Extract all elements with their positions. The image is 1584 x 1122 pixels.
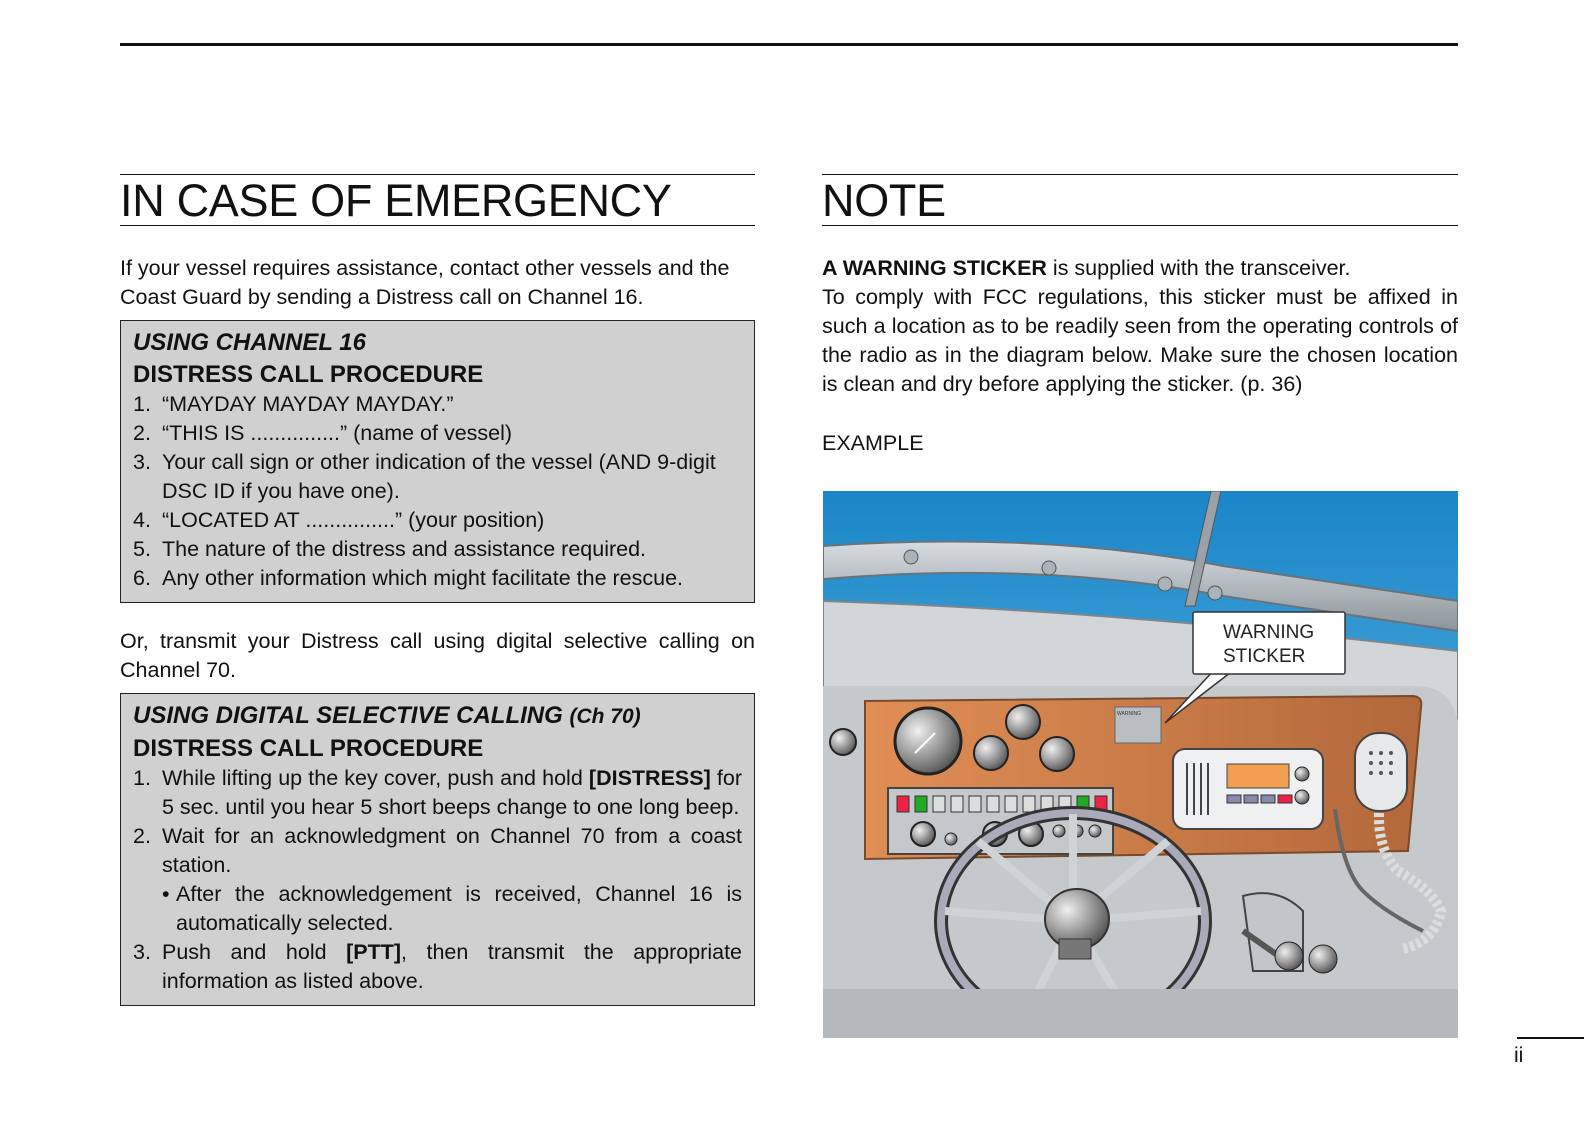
channel16-box-title: DISTRESS CALL PROCEDURE — [133, 361, 484, 388]
top-rule — [120, 43, 1458, 46]
note-body: To comply with FCC regulations, this sticker must be affixed in such a location as to be readily seen from the operating controls of the radio as in the diagram below. Make sure the chosen location is clean and dry before applying the sticker. (p. 36) — [822, 285, 1458, 396]
emergency-intro: If your vessel requires assistance, contact other vessels and the Coast Guard by sending a Distress call on Channel 16. — [120, 256, 730, 309]
dsc-box-title: DISTRESS CALL PROCEDURE — [133, 735, 484, 762]
frame-bolt — [1158, 577, 1172, 591]
note-lead: A WARNING STICKER is supplied with the transceiver. — [822, 256, 1351, 280]
list-item: 3. Push and hold [PTT], then transmit the appropriate information as listed above. — [133, 940, 743, 993]
gauge — [974, 736, 1008, 770]
frame-bolt — [1042, 561, 1056, 575]
warning-sticker-text: WARNING — [1117, 711, 1141, 717]
throttle-knob — [1309, 945, 1337, 973]
dashboard-svg — [823, 491, 1458, 1038]
emergency-heading: IN CASE OF EMERGENCY — [120, 174, 755, 226]
callout-line2: STICKER — [1223, 646, 1306, 667]
channel16-steps — [133, 390, 742, 593]
right-column — [822, 174, 1458, 458]
gauge — [1040, 737, 1074, 771]
frame-bolt — [1208, 586, 1222, 600]
channel16-box-subtitle: USING CHANNEL 16 — [133, 329, 366, 356]
dsc-box — [120, 693, 755, 1006]
list-item: 3. Your call sign or other indication of the vessel (AND 9-digit DSC ID if you have one). — [133, 450, 716, 503]
dsc-steps — [133, 764, 742, 996]
deck-floor — [823, 989, 1458, 1038]
throttle-knob — [1275, 942, 1303, 970]
vhf-radio — [1173, 749, 1323, 829]
knob — [945, 833, 957, 845]
list-item: 2. “THIS IS ...............” (name of vessel) — [133, 421, 513, 445]
list-item: 1. While lifting up the key cover, push and hold [DISTRESS] for 5 sec. until you hear 5 short beeps change to one long beep. — [133, 766, 742, 819]
dsc-box-subtitle: USING DIGITAL SELECTIVE CALLING (Ch 70) — [133, 702, 641, 729]
list-item: 6. Any other information which might facilitate the rescue. — [133, 566, 684, 590]
dsc-intro: Or, transmit your Distress call using digital selective calling on Channel 70. — [120, 629, 755, 682]
list-item: 2. Wait for an acknowledgment on Channel 70 from a coast station. • After the acknowledgement is received, Channel 16 is automatically selected. — [133, 822, 742, 938]
knob — [830, 729, 856, 755]
boat-dashboard-illustration — [823, 491, 1458, 1038]
dsc-note-bullet: • After the acknowledgement is received, Channel 16 is automatically selected. — [162, 882, 742, 935]
gauge — [1006, 705, 1040, 739]
example-label: EXAMPLE — [822, 431, 924, 455]
list-item: 5. The nature of the distress and assistance required. — [133, 537, 647, 561]
callout-line1: WARNING — [1223, 622, 1315, 643]
radio-display — [1227, 764, 1289, 788]
knob — [1053, 825, 1065, 837]
left-column — [120, 174, 755, 1006]
list-item: 1. “MAYDAY MAYDAY MAYDAY.” — [133, 392, 454, 416]
channel16-box — [120, 320, 755, 603]
knob — [911, 822, 935, 846]
note-heading: NOTE — [822, 174, 1458, 226]
page-number-rule — [1517, 1037, 1584, 1039]
frame-bolt — [904, 550, 918, 564]
page-number: ii — [1514, 1044, 1524, 1067]
list-item: 4. “LOCATED AT ...............” (your position) — [133, 508, 545, 532]
knob — [1089, 825, 1101, 837]
